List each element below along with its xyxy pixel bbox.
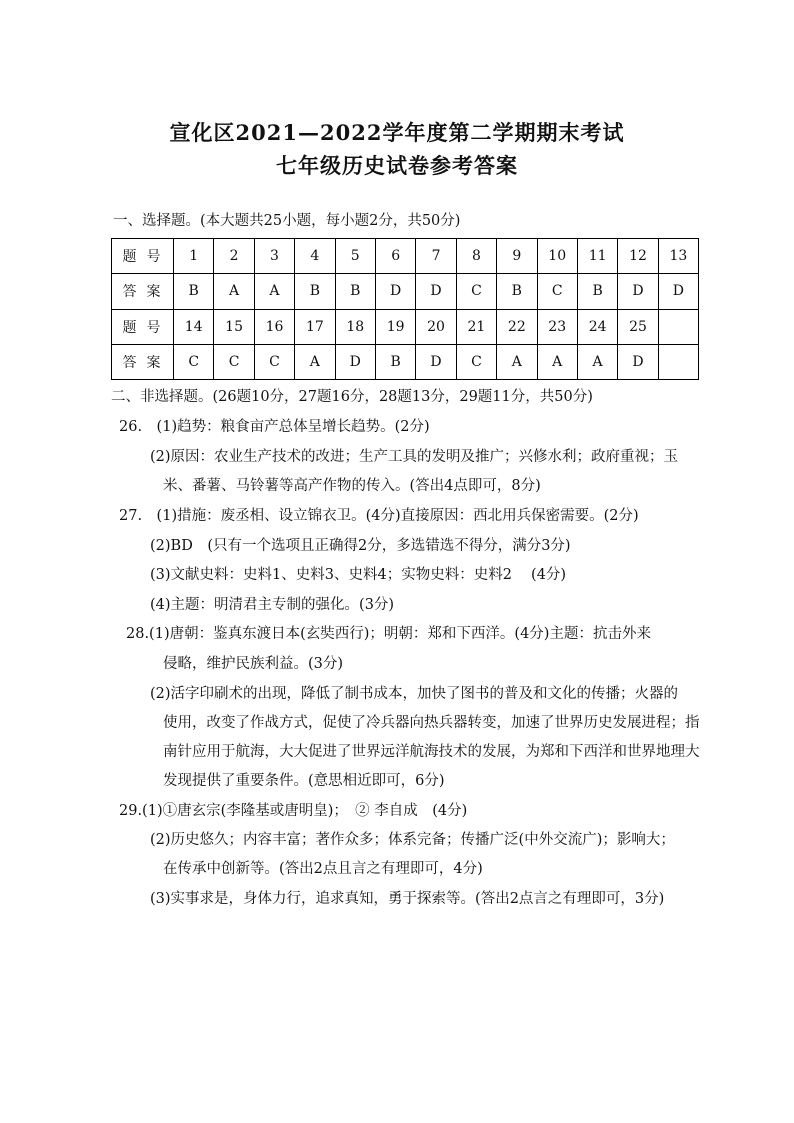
q28-line1: 28.(1)唐朝：鉴真东渡日本(玄奘西行)；明朝：郑和下西洋。(4分)主题：抗击外来 xyxy=(126,626,651,642)
table-row xyxy=(112,274,699,309)
table-cell: D xyxy=(416,274,456,309)
table-cell: D xyxy=(335,344,375,379)
table-cell: 18 xyxy=(335,309,375,344)
table-cell: 23 xyxy=(537,309,577,344)
table-cell: 21 xyxy=(456,309,496,344)
row-label: 题号 xyxy=(112,309,174,344)
table-row xyxy=(112,344,699,379)
table-cell: 16 xyxy=(254,309,294,344)
q26-line2: (2)原因：农业生产技术的改进；生产工具的发明及推广；兴修水利；政府重视；玉 xyxy=(150,449,679,465)
table-cell: 8 xyxy=(456,239,496,274)
table-cell: 17 xyxy=(295,309,335,344)
table-cell: A xyxy=(214,274,254,309)
table-cell: 11 xyxy=(577,239,617,274)
answer-table xyxy=(111,238,699,380)
q29-line2: (2)历史悠久；内容丰富；著作众多；体系完备；传播广泛(中外交流广)；影响大； xyxy=(150,832,675,848)
q29-line1: 29.(1)①唐玄宗(李隆基或唐明皇)； ② 李自成 (4分) xyxy=(119,803,468,819)
table-cell: B xyxy=(497,274,537,309)
q26-line1: 26. (1)趋势：粮食亩产总体呈增长趋势。(2分) xyxy=(119,419,430,435)
q27-line3: (3)文献史料：史料1、史料3、史料4；实物史料：史料2 (4分) xyxy=(150,567,567,583)
q28-line6: 发现提供了重要条件。(意思相近即可，6分) xyxy=(163,773,445,789)
table-cell: 13 xyxy=(658,239,698,274)
table-cell: A xyxy=(254,274,294,309)
q28-line3: (2)活字印刷术的出现，降低了制书成本，加快了图书的普及和文化的传播；火器的 xyxy=(150,686,679,702)
table-cell: 19 xyxy=(375,309,415,344)
row-label: 题号 xyxy=(112,239,174,274)
table-cell: 22 xyxy=(497,309,537,344)
q29-line4: (3)实事求是，身体力行，追求真知，勇于探索等。(答出2点言之有理即可，3分) xyxy=(150,891,665,907)
table-cell: A xyxy=(295,344,335,379)
table-cell: D xyxy=(618,344,658,379)
table-cell: 9 xyxy=(497,239,537,274)
table-cell: 12 xyxy=(618,239,658,274)
q26-line3: 米、番薯、马铃薯等高产作物的传入。(答出4点即可，8分) xyxy=(163,478,541,494)
exam-title: 宣化区2021—2022学年度第二学期期末考试 xyxy=(169,120,625,145)
table-cell: 5 xyxy=(335,239,375,274)
table-cell: B xyxy=(577,274,617,309)
table-cell: 4 xyxy=(295,239,335,274)
q27-line2: (2)BD (只有一个选项且正确得2分，多选错选不得分，满分3分) xyxy=(150,538,571,554)
section2-heading: 二、非选择题。(26题10分，27题16分，28题13分，29题11分，共50分) xyxy=(111,389,593,405)
table-cell: 3 xyxy=(254,239,294,274)
table-cell: A xyxy=(497,344,537,379)
table-cell: 6 xyxy=(375,239,415,274)
table-cell: B xyxy=(375,344,415,379)
table-cell: A xyxy=(577,344,617,379)
table-cell: D xyxy=(618,274,658,309)
table-cell: C xyxy=(174,344,214,379)
table-cell: C xyxy=(456,274,496,309)
table-cell: D xyxy=(416,344,456,379)
table-row xyxy=(112,309,699,344)
exam-subtitle: 七年级历史试卷参考答案 xyxy=(276,153,518,178)
q27-line1: 27. (1)措施：废丞相、设立锦衣卫。(4分)直接原因：西北用兵保密需要。(2分) xyxy=(119,508,639,524)
table-row xyxy=(112,239,699,274)
table-cell xyxy=(658,344,698,379)
table-cell: A xyxy=(537,344,577,379)
q28-line2: 侵略，维护民族利益。(3分) xyxy=(163,656,344,672)
table-cell: B xyxy=(335,274,375,309)
row-label: 答案 xyxy=(112,344,174,379)
q28-line5: 南针应用于航海，大大促进了世界远洋航海技术的发展，为郑和下西洋和世界地理大 xyxy=(163,744,700,760)
table-cell: 25 xyxy=(618,309,658,344)
q28-line4: 使用，改变了作战方式，促使了冷兵器向热兵器转变，加速了世界历史发展进程；指 xyxy=(163,715,700,731)
table-cell: C xyxy=(456,344,496,379)
table-cell: C xyxy=(537,274,577,309)
table-cell: 1 xyxy=(174,239,214,274)
table-cell: 15 xyxy=(214,309,254,344)
table-cell xyxy=(658,309,698,344)
q29-line3: 在传承中创新等。(答出2点且言之有理即可，4分) xyxy=(163,861,483,877)
table-cell: 7 xyxy=(416,239,456,274)
q27-line4: (4)主题：明清君主专制的强化。(3分) xyxy=(150,597,395,613)
row-label: 答案 xyxy=(112,274,174,309)
section1-heading: 一、选择题。(本大题共25小题，每小题2分，共50分) xyxy=(113,213,461,229)
table-cell: B xyxy=(295,274,335,309)
table-cell: 20 xyxy=(416,309,456,344)
table-cell: 2 xyxy=(214,239,254,274)
table-cell: C xyxy=(254,344,294,379)
table-cell: D xyxy=(375,274,415,309)
table-cell: D xyxy=(658,274,698,309)
table-cell: 24 xyxy=(577,309,617,344)
table-cell: 10 xyxy=(537,239,577,274)
table-cell: B xyxy=(174,274,214,309)
table-cell: C xyxy=(214,344,254,379)
table-cell: 14 xyxy=(174,309,214,344)
